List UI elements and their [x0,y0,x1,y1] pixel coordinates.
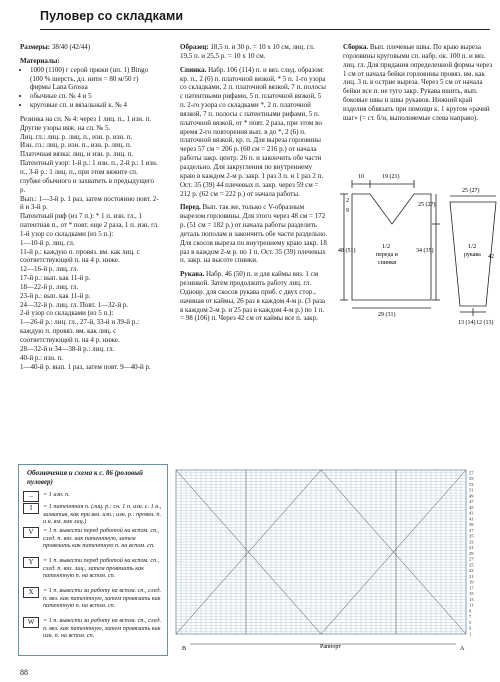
row-label: 13 [469,596,474,602]
front-back-sub: спинки [378,260,397,266]
title-rule [40,29,490,30]
dim-label: 12 (13) [476,320,494,326]
pattern-line: 12—16-й р. лиц. гл. [20,265,79,274]
section-heading: Образец: [180,43,209,51]
materials-item: • обычные сп. № 4 и 5 [30,92,160,101]
legend-symbol-icon: V [23,527,39,538]
section-text: Вып. так же, только с V-образным вырезом горловины. Для этого через 48 см = 172 р. (51 см = 182 р.) от начала работы разделить деталь пополам и закончить обе части раздельно. Для скосов выреза по внутреннему краю закр. 18 раз в каждом 2-м р. по 1 п. Ост. 35 (39) плечевых п. закр. на высоте спинки. [180,203,328,265]
dim-label: 10 [358,174,364,180]
row-label: 19 [469,579,474,585]
pattern-line: Патентный узор: 1-й р.: 1 изн. п., 2-й р.: 1 изн. п., 3-й р.: 1 лиц. п., при этом вяжите сп. глубже обычного и захватить в предыдущего р. [20,159,158,194]
pattern-line: 24—32-й р. лиц. гл. Повт. 1—32-й р. [20,300,129,309]
dim-label: 42 [488,254,494,260]
row-label: 11 [469,602,474,608]
row-label: 29 [469,550,474,556]
dim-label: 19 (21) [382,174,400,180]
dim-label: 48 (51) [338,248,356,254]
instruction-paragraph [180,43,328,61]
pattern-line: 1-й узор со складками (из 5 п.): [20,229,114,238]
instruction-paragraph [180,203,328,265]
materials-item: • круговые сп. и вязальный к. № 4 [30,101,160,110]
pattern-line: 28—32-й и 34—38-й р.: лиц. гл. [20,344,115,353]
legend-text: = 1 изн. п. [43,491,70,498]
chart-mark-left: В [182,646,187,652]
page-number: 88 [20,668,28,677]
row-label: 3 [469,625,472,631]
row-label: 47 [469,499,474,505]
legend-text: = 1 п. вывести за работу на вспом. сп., след. п. вяз. как патентную, затем провязать как изн. п. на вспом. сп. [43,617,162,640]
instructions-column-1 [20,43,160,371]
front-back-label: 1/2 [382,243,391,250]
section-heading: Рукава. [180,270,205,279]
stitch-patterns [20,115,160,371]
dim-label: 25 (27) [462,188,480,194]
legend-symbol-icon: I [23,503,39,514]
row-label: 53 [469,481,474,487]
row-label: 27 [469,556,474,562]
row-label: 35 [469,533,474,539]
row-label: 43 [469,510,474,516]
dim-label: 13 (14) [458,320,476,326]
instructions-column-3 [343,43,493,128]
legend-text: = 1 п. вывести за работу на вспом. сп., след. п. вяз. как патентную, затем провязать как патентную п. на вспом. сп. [43,587,162,610]
row-label: 55 [469,476,474,482]
symbol-legend [18,464,168,656]
pattern-line: 1—10-й р. лиц. гл. [20,238,75,247]
dim-label: 29 (31) [378,312,396,318]
pattern-line: 40-й р.: изн. п. [20,353,64,362]
row-label: 51 [469,487,474,493]
pattern-line: 2-й узор со складками (из 5 п.): [20,309,114,318]
sleeve-sub: рукава [464,252,481,258]
legend-symbol-icon: Y [23,557,39,568]
legend-title: Обозначения и схема к с. 86 (рoлoвый пуловер) [27,469,143,486]
section-heading: Перед. [180,203,201,212]
section-text: Набр. 106 (114) п. и вяз. след. образом: кр. п., 2 (6) п. платочной вязкой, * 5 п. 1-го узора со складками, 2 п. платочной вязкой, 7 п. полосы с патентными рифами, 5 п. платочной вязкой, 5 п. 2-го узора со складками *, 2 п. платочной вязкой, 7 п. полосы с патентными рифами, 5 п. платочной вязкой, от * повт. 2 раза, при этом во время 2-го повторения вып. в до *, 2 (6) п. платочной вязкой, кр. п. Для выреза горловины через 57 см = 206 р. (60 см = 216 р.) от начала работы закр. центр. 26 п. и закончить обе части раздельно. Для закругления по внутреннему краю в каждом 2-м р. закр. 1 раз 3 п. и 1 раз 2 п. Ост. 35 (39) 44 плечевых п. закр. через 59 см = 212 р. (62 см = 222 р.) от начала работы. [180,65,326,198]
pattern-line: 17-й р.: вып. как 11-й р. [20,274,91,283]
row-label: 33 [469,539,474,545]
materials-label: Материалы: [20,56,60,65]
pattern-line: Изн. гл.: лиц. р. изн. п., изн. р. лиц. п. [20,141,132,150]
row-label: 1 [469,631,472,637]
dim-label: 34 (35) [416,248,434,254]
sizes-value: 38/40 (42/44) [51,43,91,51]
section-text: Набр. 46 (50) п. и для каймы вяз. 1 см резинкой. Затем продолжить работу лиц. гл. Одновр. для скосов рукава приб. с двух стор., начиная от каймы, 26 раз в каждом 4-м р. (3 раза в каждом 2-м р. и 25 раз в каждом 4-м р.) по 1 п. = 98 (106) п. Через 42 см от каймы все п. закр. [180,270,326,323]
legend-text: = 1 п. вывести перед работой на вспом. сп., след. п. вяз. лиц., затем провязать как патентную п. на вспом. сп. [43,557,160,580]
pattern-line: Вып.: 1—3-й р. 1 раз, затем постоянно повт. 2-й и 3-й р. [20,194,159,212]
row-label: 39 [469,522,474,528]
legend-symbol-icon: – [23,491,39,502]
instruction-paragraph [180,270,328,323]
front-back-sub: переда и [376,252,398,258]
pattern-line: Лиц. гл.: лиц. р. лиц. п., изн. р. изн. п. [20,132,133,141]
chart-mark-right: А [460,646,465,652]
knitting-chart [170,464,492,654]
repeat-label: Раппорт [320,644,341,650]
legend-text: = 1 патентная п. (лиц. р.: сн. 1 п. изн. с. 1 н., захватив, как при вяз. изн.; изн. р.: провяз. п. и н. вм. как лиц.) [43,503,162,526]
row-label: 41 [469,516,474,522]
dim-label: 2 [346,198,349,204]
legend-symbol-icon: W [23,617,39,628]
sizes-label: Размеры: [20,43,51,51]
row-label: 45 [469,504,474,510]
pattern-line: 23-й р.: вып. как 11-й р. [20,291,91,300]
row-label: 23 [469,568,474,574]
row-label: 5 [469,619,472,625]
pattern-line: Патентный риф (из 7 п.): * 1 п. изн. гл., 1 патентная п., от * повт. еще 2 раза, 1 п. изн. гл. [20,212,159,230]
page-title: Пуловер со складками [40,9,184,23]
section-text: Вып. плечевые швы. По краю выреза горловины круговыми сп. набр. ок. 100 п. и вяз. лиц. гл. Для придания определенной формы через 1 см от начала бейки горловины провяз. вм. как лиц. 3 п. в острие выреза. Через 5 см от начала бейки все п. не туго закр. Рукава вшить, вып. боковые швы и швы рукавов. Нижний край изделия обвязать при помощи к. 1 кругом «рачий шаг» (= ст. б/н, выполняемые слева направо). [343,43,493,122]
materials-list [20,66,160,110]
instruction-paragraph [180,66,328,199]
pattern-line: Платочная вязка: лиц. и изн. р. лиц. п. [20,150,134,159]
row-label: 21 [469,573,474,579]
pattern-line: 1—40-й р. вып. 1 раз, затем повт. 9—40-й р. [20,362,151,371]
section-heading: Спинка. [180,65,207,74]
pattern-line: 1—26-й р.: лиц. гл., 27-й, 33-й и 39-й р.: каждую п. провяз. вм. как лиц. с соответствующей п. на 4 р. ниже. [20,318,139,344]
pattern-line: Резинка на сп. № 4: через 1 лиц. п., 1 изн. п. [20,114,152,123]
section-text: 18,5 п. и 30 р. = 10 х 10 см, лиц. гл. 19,5 п. и 25,5 р. = 10 х 10 см. [180,43,315,60]
pattern-line: 18—22-й р. лиц. гл. [20,282,79,291]
row-label: 15 [469,591,474,597]
instruction-paragraph [343,43,493,123]
legend-text: = 1 п. вывести перед работой на вспом. сп., след. п. вяз. как патентную, затем провязать как патентную п. на вспом. сп. [43,527,160,550]
instructions-column-2 [180,43,328,328]
section-heading: Сборка. [343,43,369,51]
row-label: 7 [469,614,472,620]
row-label: 25 [469,562,474,568]
pattern-line: 11-й р.: каждую п. провяз. вм. как лиц. с соответствующей п. на 4 р. ниже. [20,247,140,265]
pattern-line: Другие узоры вяж. на сп. № 5. [20,123,111,132]
legend-symbol-icon: X [23,587,39,598]
dim-label: 25 (27) [418,202,436,208]
row-label: 57 [469,470,474,476]
row-label: 31 [469,545,474,551]
sleeve-label: 1/2 [468,243,477,250]
dim-label: 9 [346,208,349,214]
garment-schematic [338,172,498,337]
row-label: 49 [469,493,474,499]
row-label: 17 [469,585,474,591]
materials-item: • 1000 (1100) г серой пряжи (нп. 1) Bingo (100 % шерсть, дл. нити = 80 м/50 г) фирмы Lana Grossa [30,66,160,93]
row-label: 9 [469,608,472,614]
row-label: 37 [469,527,474,533]
